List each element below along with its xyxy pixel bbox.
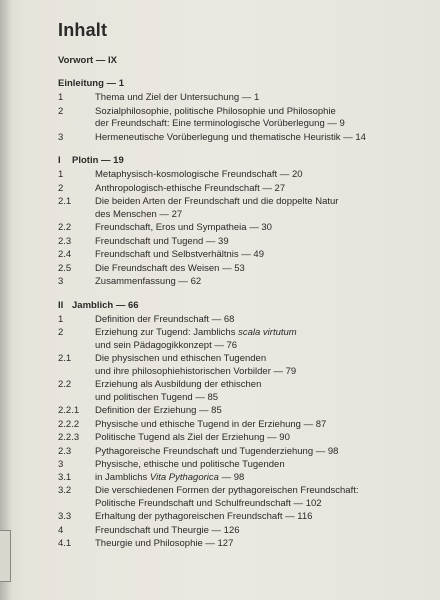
entry-text: Hermeneutische Vorüberlegung und thematische Heuristik — 14 bbox=[95, 131, 366, 143]
entry-text: Die verschiedenen Formen der pythagoreischen Freundschaft: bbox=[95, 485, 359, 496]
entry-number: 3.3 bbox=[58, 511, 72, 522]
toc-entry bbox=[58, 525, 428, 538]
heading-text: Plotin — 19 bbox=[72, 155, 124, 166]
toc-entry bbox=[58, 419, 428, 432]
entry-text: Erziehung zur Tugend: Jamblichs bbox=[95, 327, 236, 338]
entry-text: Sozialphilosophie, politische Philosophie und Philosophie bbox=[95, 105, 336, 117]
entry-text: und sein Pädagogikkonzept — 76 bbox=[95, 339, 238, 351]
entry-text: Thema und Ziel der Untersuchung — 1 bbox=[95, 92, 260, 103]
entry-text: Metaphysisch-kosmologische Freundschaft — 20 bbox=[95, 169, 303, 180]
heading-text: Vorwort — IX bbox=[58, 55, 117, 66]
section-heading bbox=[58, 77, 428, 90]
toc-title: Inhalt bbox=[58, 20, 108, 40]
entry-number: 2.2.1 bbox=[58, 405, 80, 416]
entry-text: Die physischen und ethischen Tugenden bbox=[95, 353, 267, 364]
section-heading bbox=[58, 54, 428, 67]
toc-section-jamblich bbox=[58, 299, 428, 551]
toc-entry bbox=[58, 249, 428, 262]
entry-text: Freundschaft und Tugend — 39 bbox=[95, 235, 229, 247]
section-heading bbox=[58, 154, 428, 167]
entry-number: 2.4 bbox=[58, 249, 72, 260]
entry-number: 2.1 bbox=[58, 353, 72, 364]
entry-number: 2.2 bbox=[58, 379, 72, 390]
entry-text: Erziehung als Ausbildung der ethischen bbox=[95, 379, 262, 390]
toc-entry bbox=[58, 327, 428, 352]
toc-entry bbox=[58, 379, 428, 404]
entry-text: in Jamblichs bbox=[95, 471, 148, 483]
heading-text: Einleitung — 1 bbox=[58, 78, 124, 89]
toc-entry bbox=[58, 432, 428, 445]
toc-entry bbox=[58, 263, 428, 276]
entry-text-line bbox=[95, 327, 428, 340]
toc-entry bbox=[58, 538, 428, 551]
entry-text: Erhaltung der pythagoreischen Freundschaft — 116 bbox=[95, 511, 313, 522]
entry-text: — 98 bbox=[218, 471, 245, 483]
toc-entry bbox=[58, 132, 428, 145]
toc-entry bbox=[58, 485, 428, 510]
entry-number: 2.3 bbox=[58, 445, 72, 457]
entry-number: 2 bbox=[58, 327, 64, 338]
entry-text: Physische, ethische und politische Tugenden bbox=[95, 459, 285, 470]
entry-italic-text: Vita Pythagorica bbox=[149, 471, 219, 483]
entry-text: der Freundschaft: Eine terminologische Vorüberlegung — 9 bbox=[95, 118, 345, 129]
toc-entry bbox=[58, 276, 428, 289]
toc-entry bbox=[58, 353, 428, 378]
toc-entry bbox=[58, 106, 428, 131]
entry-number-value: 3 bbox=[58, 459, 64, 470]
entry-number: 2.5 bbox=[58, 262, 72, 274]
heading-number: II bbox=[58, 299, 64, 311]
entry-number: 3 bbox=[58, 131, 64, 143]
entry-number: 2 bbox=[58, 105, 64, 117]
entry-number: 4.1 bbox=[58, 538, 72, 549]
entry-text: Definition der Erziehung — 85 bbox=[95, 405, 222, 416]
entry-text: Die Freundschaft des Weisen — 53 bbox=[95, 262, 245, 274]
toc-entry bbox=[58, 446, 428, 459]
entry-number: 2.3 bbox=[58, 235, 72, 247]
entry-text: Pythagoreische Freundschaft und Tugenderziehung — 98 bbox=[95, 445, 339, 457]
toc-entry bbox=[58, 169, 428, 182]
entry-italic-text: scala virtutum bbox=[238, 327, 297, 338]
entry-text: Freundschaft und Selbstverhältnis — 49 bbox=[95, 249, 264, 260]
toc-section-plotin bbox=[58, 154, 428, 289]
entry-number: 4 bbox=[58, 524, 64, 536]
entry-text: Theurgie und Philosophie — 127 bbox=[95, 538, 234, 549]
entry-text: Politische Freundschaft und Schulfreundschaft — 102 bbox=[95, 497, 322, 509]
entry-text: Die beiden Arten der Freundschaft und die doppelte Natur bbox=[95, 196, 339, 207]
entry-number: 2.1 bbox=[58, 196, 72, 207]
entry-text: Politische Tugend als Ziel der Erziehung — 90 bbox=[95, 432, 290, 443]
entry-number-value: 3.1 bbox=[58, 471, 72, 483]
entry-number: 1 bbox=[58, 92, 64, 103]
entry-number bbox=[58, 459, 95, 484]
section-heading bbox=[58, 299, 428, 312]
toc-entry bbox=[58, 236, 428, 249]
heading-text: Jamblich — 66 bbox=[72, 299, 139, 311]
toc-entry bbox=[58, 511, 428, 524]
entry-text: Freundschaft und Theurgie — 126 bbox=[95, 524, 240, 536]
toc-entry bbox=[58, 314, 428, 327]
toc-entry bbox=[58, 405, 428, 418]
entry-text: Anthropologisch-ethische Freundschaft — 27 bbox=[95, 182, 286, 194]
table-of-contents bbox=[58, 20, 428, 561]
toc-section-vorwort bbox=[58, 54, 428, 67]
entry-text: Zusammenfassung — 62 bbox=[95, 276, 202, 287]
page-tab-marker bbox=[0, 530, 11, 582]
entry-number: 3 bbox=[58, 276, 64, 287]
heading-number: I bbox=[58, 155, 61, 166]
toc-entry bbox=[58, 92, 428, 105]
entry-number: 2.2 bbox=[58, 222, 72, 233]
entry-text-line bbox=[95, 472, 428, 485]
entry-text: und politischen Tugend — 85 bbox=[95, 391, 219, 403]
entry-number: 2.2.3 bbox=[58, 432, 80, 443]
entry-text: Freundschaft, Eros und Sympatheia — 30 bbox=[95, 222, 272, 233]
entry-text: Physische und ethische Tugend in der Erziehung — 87 bbox=[95, 418, 327, 430]
entry-text: des Menschen — 27 bbox=[95, 208, 183, 220]
entry-text: und ihre philosophiehistorischen Vorbilder — 79 bbox=[95, 365, 297, 377]
entry-number: 2.2.2 bbox=[58, 418, 80, 430]
entry-number: 1 bbox=[58, 313, 64, 325]
entry-number: 3.2 bbox=[58, 485, 72, 496]
toc-section-einleitung bbox=[58, 77, 428, 144]
toc-entry bbox=[58, 196, 428, 221]
toc-entry bbox=[58, 459, 428, 484]
toc-entry bbox=[58, 183, 428, 196]
entry-number: 1 bbox=[58, 169, 64, 180]
entry-number: 2 bbox=[58, 182, 64, 194]
toc-entry bbox=[58, 222, 428, 235]
entry-text: Definition der Freundschaft — 68 bbox=[95, 313, 235, 325]
spine-shadow bbox=[0, 0, 12, 600]
